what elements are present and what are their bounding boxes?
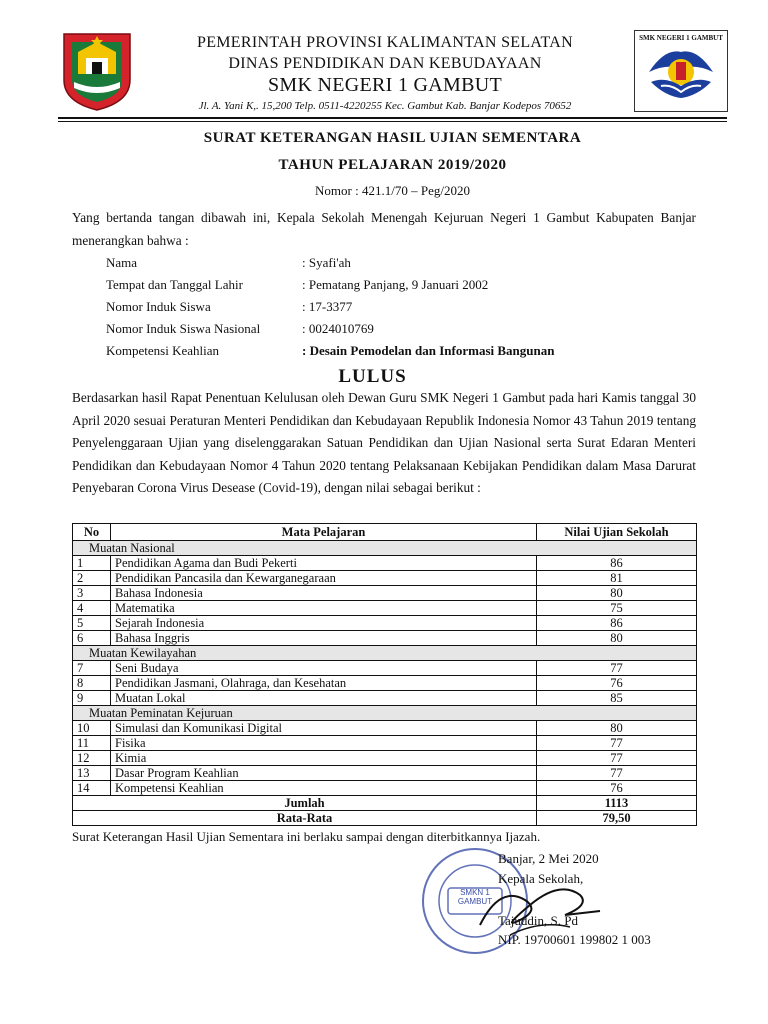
subject-name: Bahasa Indonesia [111,586,537,601]
row-number: 8 [73,676,111,691]
table-row [73,661,697,676]
grades-table [72,523,697,826]
subject-score: 76 [537,781,697,796]
header-rule-thin [58,121,727,122]
total-row-value: 1113 [537,796,697,811]
average-row [73,811,697,826]
subject-score: 77 [537,661,697,676]
identity-label: Tempat dan Tanggal Lahir [106,277,243,292]
subject-name: Pendidikan Agama dan Budi Pekerti [111,556,537,571]
identity-label: Nomor Induk Siswa [106,299,211,314]
subject-name: Sejarah Indonesia [111,616,537,631]
row-number: 14 [73,781,111,796]
subject-score: 77 [537,736,697,751]
table-category-row [73,706,697,721]
subject-score: 80 [537,586,697,601]
row-number: 10 [73,721,111,736]
average-row-label: Rata-Rata [73,811,537,826]
identity-value: : Pematang Panjang, 9 Januari 2002 [302,277,489,292]
signature-position: Kepala Sekolah, [498,871,584,886]
subject-score: 80 [537,721,697,736]
subject-name: Matematika [111,601,537,616]
header-no: No [73,524,111,541]
header-score: Nilai Ujian Sekolah [537,524,697,541]
signatory-nip: NIP. 19700601 199802 1 003 [498,932,651,947]
row-number: 6 [73,631,111,646]
subject-score: 77 [537,751,697,766]
row-number: 5 [73,616,111,631]
subject-score: 85 [537,691,697,706]
identity-label: Nomor Induk Siswa Nasional [106,321,261,336]
header-subject: Mata Pelajaran [111,524,537,541]
table-category-row [73,646,697,661]
subject-score: 81 [537,571,697,586]
provincial-emblem-logo [58,30,136,112]
identity-value: : 0024010769 [302,321,374,336]
table-row [73,616,697,631]
school-logo-caption: SMK NEGERI 1 GAMBUT [639,34,723,42]
subject-name: Muatan Lokal [111,691,537,706]
header-school-name: SMK NEGERI 1 GAMBUT [267,74,503,96]
subject-name: Pendidikan Pancasila dan Kewarganegaraan [111,571,537,586]
identity-value: : Syafi'ah [302,255,351,270]
average-row-value: 79,50 [537,811,697,826]
body-paragraph [72,387,696,500]
subject-name: Kompetensi Keahlian [111,781,537,796]
table-row [73,571,697,586]
row-number: 9 [73,691,111,706]
doc-academic-year: TAHUN PELAJARAN 2019/2020 [278,157,507,173]
table-row [73,766,697,781]
table-row [73,556,697,571]
stamp-center-text: SMKN 1 GAMBUT [457,888,493,906]
identity-value: : 17-3377 [302,299,353,314]
table-row [73,691,697,706]
subject-score: 77 [537,766,697,781]
table-category-row [73,541,697,556]
total-row [73,796,697,811]
identity-value: : Desain Pemodelan dan Informasi Bangunan [302,343,555,358]
row-number: 12 [73,751,111,766]
row-number: 1 [73,556,111,571]
subject-score: 76 [537,676,697,691]
table-row [73,676,697,691]
row-number: 13 [73,766,111,781]
subject-score: 86 [537,556,697,571]
school-emblem-icon [635,42,727,106]
category-label: Muatan Kewilayahan [73,646,697,661]
header-address: Jl. A. Yani K,. 15,200 Telp. 0511-4220255 Kec. Gambut Kab. Banjar Kodepos 70652 [198,100,572,112]
header-rule-thick [58,117,727,119]
identity-label: Kompetensi Keahlian [106,343,219,358]
result-status: LULUS [338,366,407,387]
table-row [73,781,697,796]
row-number: 2 [73,571,111,586]
doc-title: SURAT KETERANGAN HASIL UJIAN SEMENTARA [203,130,582,146]
intro-text: Yang bertanda tangan dibawah ini, Kepala Sekolah Menengah Kejuruan Negeri 1 Gambut Kabupaten Banjar menerangkan bahwa : [72,210,696,248]
doc-number: Nomor : 421.1/70 – Peg/2020 [315,183,470,198]
header-province: PEMERINTAH PROVINSI KALIMANTAN SELATAN [197,34,573,51]
subject-score: 86 [537,616,697,631]
table-row [73,601,697,616]
row-number: 3 [73,586,111,601]
signature-place-date: Banjar, 2 Mei 2020 [498,851,599,866]
table-row [73,721,697,736]
total-row-label: Jumlah [73,796,537,811]
subject-name: Dasar Program Keahlian [111,766,537,781]
subject-name: Simulasi dan Komunikasi Digital [111,721,537,736]
row-number: 7 [73,661,111,676]
table-row [73,751,697,766]
subject-score: 80 [537,631,697,646]
body-text: Berdasarkan hasil Rapat Penentuan Kelulusan oleh Dewan Guru SMK Negeri 1 Gambut pada hari Kamis tanggal 30 April 2020 sesuai Peraturan Menteri Pendidikan dan Kebudayaan Republik Indonesia Nomor 43 Tahun 2019 tentang Penyelenggaraan Ujian yang diselenggarakan Satuan Pendidikan dan Ujian Nasional serta Surat Edaran Menteri Pendidikan dan Kebudayaan Nomor 4 Tahun 2020 tentang Pelaksanaan Kebijakan Pendidikan dalam Masa Darurat Penyebaran Corona Virus Desease (Covid-19), dengan nilai sebagai berikut : [72,390,696,495]
subject-name: Pendidikan Jasmani, Olahraga, dan Kesehatan [111,676,537,691]
subject-name: Bahasa Inggris [111,631,537,646]
table-row [73,631,697,646]
subject-name: Seni Budaya [111,661,537,676]
subject-score: 75 [537,601,697,616]
subject-name: Kimia [111,751,537,766]
signatory-name: Tajuddin, S. Pd [498,913,578,928]
table-row [73,736,697,751]
school-logo [634,30,728,112]
row-number: 4 [73,601,111,616]
table-header-row [73,524,697,541]
intro-paragraph [72,207,696,252]
header-department: DINAS PENDIDIKAN DAN KEBUDAYAAN [228,55,542,72]
row-number: 11 [73,736,111,751]
category-label: Muatan Nasional [73,541,697,556]
identity-label: Nama [106,255,138,270]
category-label: Muatan Peminatan Kejuruan [73,706,697,721]
subject-name: Fisika [111,736,537,751]
table-row [73,586,697,601]
validity-note: Surat Keterangan Hasil Ujian Sementara ini berlaku sampai dengan diterbitkannya Ijazah. [72,829,541,844]
